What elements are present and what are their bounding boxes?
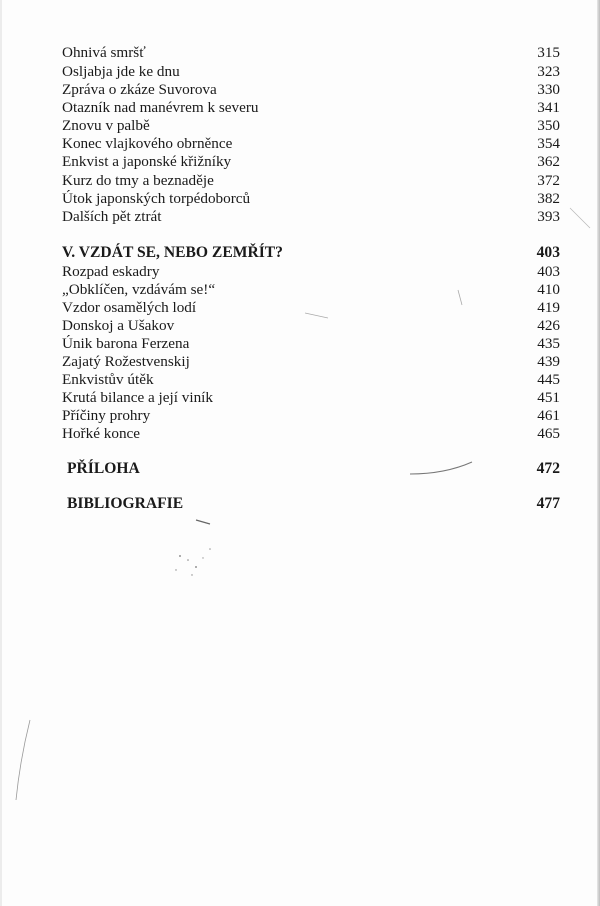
toc-entry-title: Otazník nad manévrem k severu [62, 99, 259, 116]
bibliography-title: BIBLIOGRAFIE [67, 495, 184, 512]
toc-entry-title: Hořké konce [62, 425, 141, 442]
toc-entry-title: Znovu v palbě [62, 117, 150, 134]
toc-entry-title: Příčiny prohry [62, 407, 151, 424]
toc-entry[interactable] [62, 281, 560, 299]
toc-entry[interactable] [62, 299, 560, 317]
toc-entry[interactable] [62, 353, 560, 371]
toc-entry-page: 330 [537, 81, 560, 98]
toc-entry-title: Útok japonských torpédoborců [62, 190, 251, 207]
toc-entry-title: Osljabja jde ke dnu [62, 63, 180, 80]
toc-entry-page: 435 [537, 335, 560, 352]
toc-entry[interactable] [62, 425, 560, 443]
toc-entry-page: 354 [537, 135, 560, 152]
toc-entry-page: 445 [537, 371, 560, 388]
toc-entry-page: 465 [537, 425, 560, 442]
toc-entry-title: Konec vlajkového obrněnce [62, 135, 233, 152]
page-left-edge [0, 0, 2, 906]
toc-entry[interactable] [62, 117, 560, 135]
toc-entry[interactable] [62, 153, 560, 171]
toc-entry-page: 410 [537, 281, 560, 298]
toc-entry-page: 341 [537, 99, 560, 116]
toc-part-heading[interactable] [62, 244, 560, 262]
toc-entry-page: 323 [537, 63, 560, 80]
toc-entry-title: „Obklíčen, vzdávám se!“ [62, 281, 216, 298]
toc-entry[interactable] [62, 371, 560, 389]
toc-entry-title: Enkvistův útěk [62, 371, 154, 388]
toc-entry-page: 426 [537, 317, 560, 334]
toc-entry[interactable] [62, 190, 560, 208]
toc-entry[interactable] [62, 172, 560, 190]
toc-entry-title: Donskoj a Ušakov [62, 317, 175, 334]
toc-bibliography[interactable] [67, 495, 560, 513]
toc-entry-page: 372 [537, 172, 560, 189]
toc-entry[interactable] [62, 317, 560, 335]
toc-entry-page: 362 [537, 153, 560, 170]
part-title: V. VZDÁT SE, NEBO ZEMŘÍT? [62, 244, 283, 261]
toc-entry[interactable] [62, 135, 560, 153]
toc-entry-title: Kurz do tmy a beznaděje [62, 172, 214, 189]
toc-entry[interactable] [62, 389, 560, 407]
toc-entry[interactable] [62, 208, 560, 226]
toc-entry-page: 403 [537, 263, 560, 280]
toc-entry-title: Enkvist a japonské křižníky [62, 153, 232, 170]
toc-entry-title: Zpráva o zkáze Suvorova [62, 81, 217, 98]
toc-entry-page: 461 [537, 407, 560, 424]
toc-entry-title: Únik barona Ferzena [62, 335, 190, 352]
toc-entry-title: Krutá bilance a její viník [62, 389, 213, 406]
toc-entry-page: 382 [537, 190, 560, 207]
appendix-title: PŘÍLOHA [67, 460, 140, 477]
part-page: 403 [536, 244, 560, 261]
toc-entry-title: Vzdor osamělých lodí [62, 299, 197, 316]
toc-entry-page: 451 [537, 389, 560, 406]
toc-entry-title: Dalších pět ztrát [62, 208, 162, 225]
toc-entry[interactable] [62, 335, 560, 353]
toc-entry[interactable] [62, 407, 560, 425]
toc-entry-title: Rozpad eskadry [62, 263, 160, 280]
appendix-page: 472 [536, 460, 560, 477]
toc-entry-page: 350 [537, 117, 560, 134]
toc-entry[interactable] [62, 263, 560, 281]
toc-entry[interactable] [62, 99, 560, 117]
toc-entry-title: Zajatý Rožestvenskij [62, 353, 190, 370]
bibliography-page: 477 [536, 495, 560, 512]
toc-entry-page: 439 [537, 353, 560, 370]
toc-entry-title: Ohnivá smršť [62, 44, 146, 61]
toc-entry-page: 393 [537, 208, 560, 225]
toc-entry[interactable] [62, 44, 560, 62]
toc-appendix[interactable] [67, 460, 560, 478]
toc-entry[interactable] [62, 63, 560, 81]
toc-entry-page: 419 [537, 299, 560, 316]
toc-entry[interactable] [62, 81, 560, 99]
toc-entry-page: 315 [537, 44, 560, 61]
